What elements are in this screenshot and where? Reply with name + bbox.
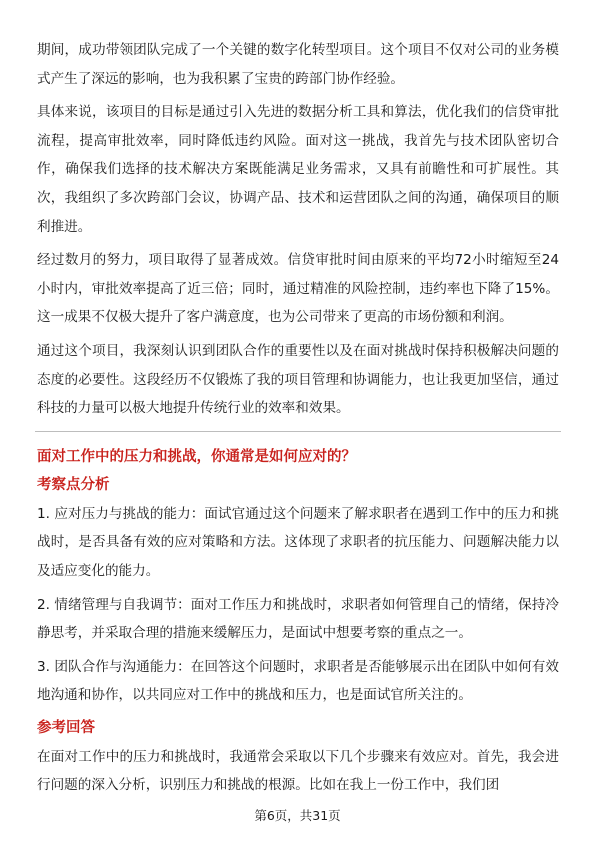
reference-answer: 在面对工作中的压力和挑战时，我通常会采取以下几个步骤来有效应对。首先，我会进行问题的深入分析，识别压力和挑战的根源。比如在我上一份工作中，我们团 [37, 748, 559, 794]
analysis-item-2: 2. 情绪管理与自我调节：面对工作压力和挑战时，求职者如何管理自己的情绪，保持冷静思考，并采取合理的措施来缓解压力，是面试中想要考察的重点之一。 [37, 596, 559, 642]
analysis-item-3: 3. 团队合作与沟通能力：在回答这个问题时，求职者是否能够展示出在团队中如何有效地沟通和协作，以共同应对工作中的挑战和压力，也是面试官所关注的。 [37, 658, 559, 704]
paragraph-project-reflection: 通过这个项目，我深刻认识到团队合作的重要性以及在面对挑战时保持积极解决问题的态度的必要性。这段经历不仅锻炼了我的项目管理和协调能力，也让我更加坚信，通过科技的力量可以极大地提升传统行业的效率和效果。 [37, 342, 559, 417]
analysis-heading: 考察点分析 [37, 476, 110, 493]
paragraph-project-results: 经过数月的努力，项目取得了显著成效。信贷审批时间由原来的平均72小时缩短至24小时内，审批效率提高了近三倍；同时，通过精准的风险控制，违约率也下降了15%。这一成果不仅极大提升了客户满意度，也为公司带来了更高的市场份额和利润。 [37, 252, 559, 326]
paragraph-project-details: 具体来说，该项目的目标是通过引入先进的数据分析工具和算法，优化我们的信贷审批流程，提高审批效率，同时降低违约风险。面对这一挑战，我首先与技术团队密切合作，确保我们选择的技术解决方案既能满足业务需求，又具有前瞻性和可扩展性。其次，我组织了多次跨部门会议，协调产品、技术和运营团队之间的沟通，确保项目的顺利推进。 [37, 104, 559, 235]
analysis-item-1: 1. 应对压力与挑战的能力：面试官通过这个问题来了解求职者在遇到工作中的压力和挑战时，是否具备有效的应对策略和方法。这体现了求职者的抗压能力、问题解决能力以及适应变化的能力。 [37, 505, 559, 579]
reference-heading: 参考回答 [37, 719, 95, 736]
interview-question: 面对工作中的压力和挑战，你通常是如何应对的？ [37, 448, 356, 465]
section-divider [35, 431, 561, 432]
paragraph-project-intro: 期间，成功带领团队完成了一个关键的数字化转型项目。这个项目不仅对公司的业务模式产生了深远的影响，也为我积累了宝贵的跨部门协作经验。 [37, 42, 559, 87]
page-content [37, 36, 559, 805]
page-number-footer: 第6页，共31页 [254, 808, 341, 823]
